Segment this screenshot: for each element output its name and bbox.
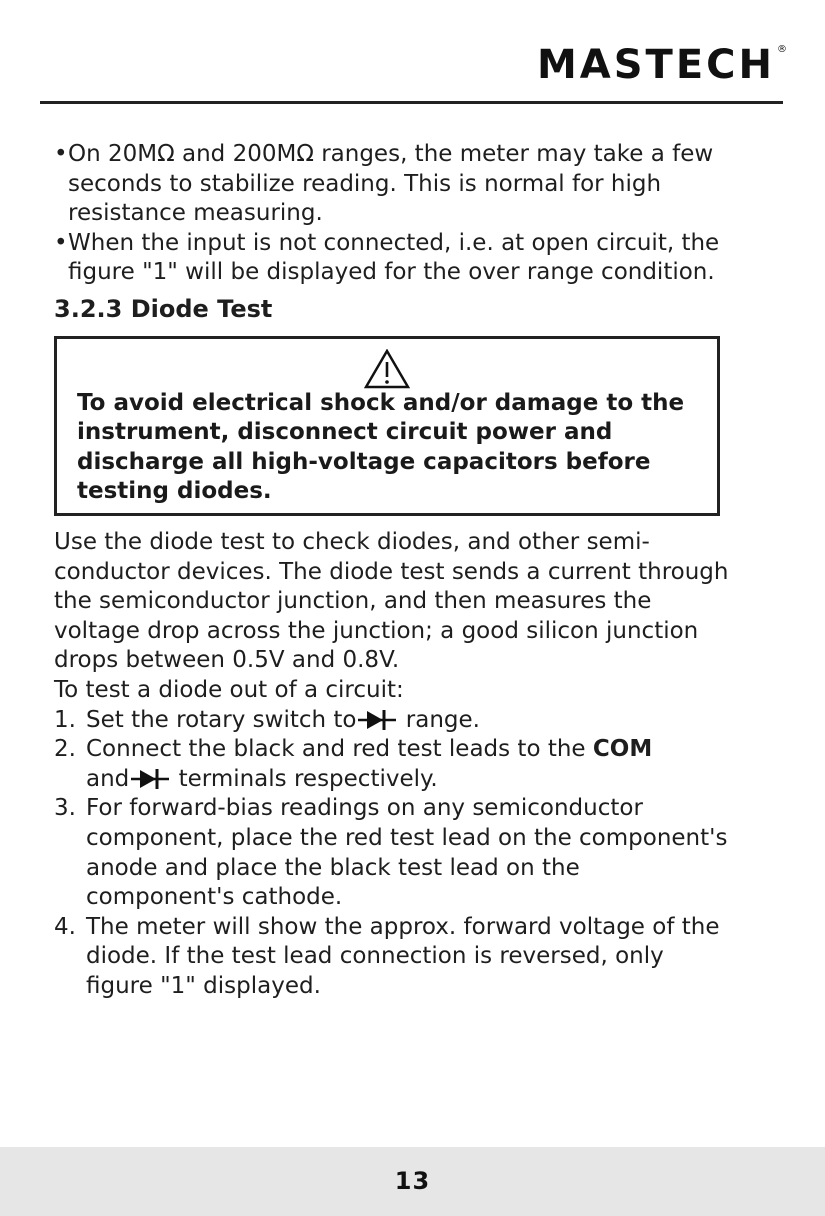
- trademark-symbol: ®: [777, 44, 787, 55]
- step-number: 4.: [54, 913, 76, 940]
- warning-box: [54, 336, 720, 516]
- section-heading: 3.2.3 Diode Test: [54, 294, 273, 323]
- step-number: 3.: [54, 795, 76, 822]
- step-number: 2.: [54, 736, 76, 763]
- step-text: Connect the black and red test leads to the: [86, 736, 593, 763]
- bullet-text: On 20MΩ and 200MΩ ranges, the meter may take a few seconds to stabilize reading. This is normal for high resistance measuring.: [68, 141, 714, 227]
- diode-test-instructions: [54, 528, 734, 1002]
- bullet-dot: •: [54, 229, 68, 256]
- diode-symbol-icon: [131, 768, 169, 790]
- procedure-subtitle: To test a diode out of a circuit:: [54, 676, 404, 703]
- page-number: 13: [394, 1167, 431, 1195]
- brand-logo: [537, 42, 787, 88]
- brand-name: MASTECH: [536, 42, 775, 88]
- step-text: The meter will show the approx. forward voltage of the diode. If the test lead connection is reversed, only figure "1" displayed.: [86, 913, 720, 999]
- page-content: [54, 140, 734, 1001]
- step-text: and: [86, 765, 130, 792]
- step-item: [54, 913, 734, 1002]
- header-divider: [40, 101, 783, 104]
- step-text: Set the rotary switch to: [86, 706, 357, 733]
- step-text: range.: [398, 706, 480, 733]
- diode-symbol-icon: [358, 709, 396, 731]
- bullet-text: When the input is not connected, i.e. at open circuit, the figure "1" will be displayed for the over range condition.: [68, 229, 720, 286]
- step-item: [54, 794, 734, 912]
- bullet-dot: •: [54, 141, 68, 167]
- intro-paragraph: Use the diode test to check diodes, and other semi- conductor devices. The diode test sends a current through the semiconductor junction, and then measures the voltage drop across the junction; a good silicon junction drops between 0.5V and 0.8V.: [54, 528, 729, 674]
- bullet-item: [54, 140, 734, 229]
- com-terminal-label: COM: [592, 736, 653, 763]
- step-item: [54, 735, 734, 794]
- step-number: 1.: [54, 706, 76, 733]
- warning-text: To avoid electrical shock and/or damage to the instrument, disconnect circuit power and discharge all high-voltage capacitors before testing diodes.: [77, 389, 685, 505]
- step-item: [54, 706, 734, 736]
- step-text: For forward-bias readings on any semiconductor component, place the red test lead on the component's anode and place the black test lead on the component's cathode.: [86, 795, 728, 911]
- warning-triangle-icon: [364, 349, 410, 389]
- bullet-item: [54, 229, 734, 288]
- page-footer: [0, 1147, 825, 1216]
- step-text: terminals respectively.: [171, 765, 438, 792]
